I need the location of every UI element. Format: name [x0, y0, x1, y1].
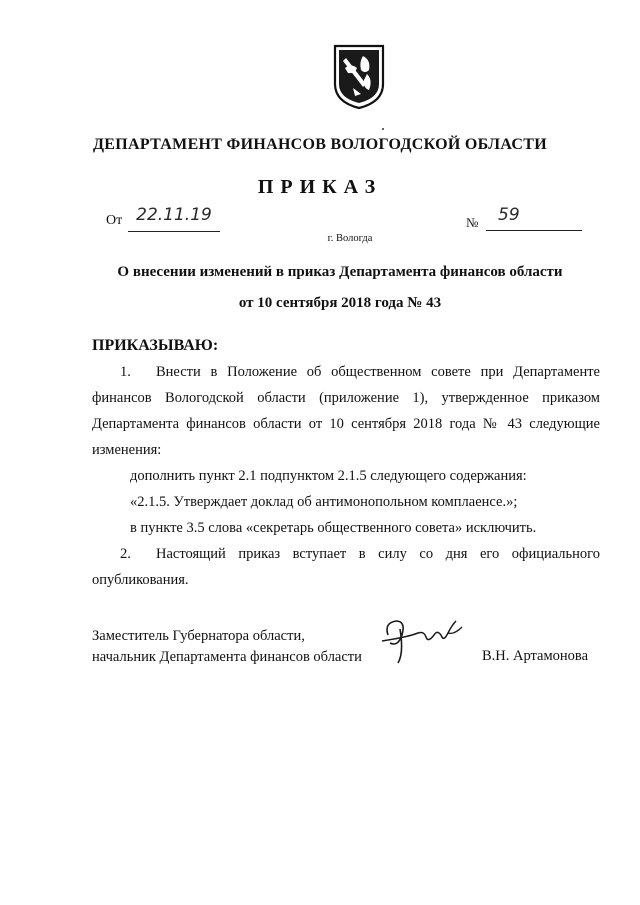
subject-line-1: О внесении изменений в приказ Департамента финансов области [117, 264, 563, 280]
organization-title: ДЕПАРТАМЕНТ ФИНАНСОВ ВОЛОГОДСКОЙ ОБЛАСТИ [92, 136, 548, 153]
item-number: 2. [120, 546, 131, 562]
date-label: От [106, 213, 123, 228]
date-value: 22.11.19 [128, 205, 220, 232]
amendment-2: «2.1.5. Утверждает доклад об антимонопольном комплаенсе.»; [130, 494, 518, 510]
signer-name: В.Н. Артамонова [482, 648, 589, 664]
city-label: г. Вологда [327, 233, 373, 244]
handwritten-signature [378, 613, 466, 665]
scan-speck [382, 128, 384, 130]
number-label: № [466, 215, 479, 230]
item-1-line-1: 1. Внести в Положение об общественном совете при Департаменте [92, 361, 600, 383]
document-type: ПРИКАЗ [257, 176, 383, 198]
item-1-line-3: Департамента финансов области от 10 сентября 2018 года № 43 следующие [92, 416, 600, 432]
item-number: 1. [120, 364, 131, 380]
document-subject [60, 257, 620, 319]
amendment-1: дополнить пункт 2.1 подпунктом 2.1.5 следующего содержания: [130, 468, 527, 484]
directive-heading: ПРИКАЗЫВАЮ: [92, 337, 219, 354]
item-1-line-4: изменения: [92, 442, 162, 458]
item-2-line-1: 2. Настоящий приказ вступает в силу со дня его официального [92, 543, 600, 565]
item-2-line-2: опубликования. [92, 572, 189, 588]
coat-of-arms-emblem [333, 44, 385, 110]
amendment-3: в пункте 3.5 слова «секретарь общественного совета» исключить. [130, 520, 537, 536]
number-value: 59 [486, 205, 582, 231]
signer-position [92, 626, 362, 668]
subject-line-2: от 10 сентября 2018 года № 43 [238, 295, 442, 311]
item-1-line-2: финансов Вологодской области (приложение 1), утвержденное приказом [92, 390, 600, 406]
signer-position-line-1: Заместитель Губернатора области, [92, 628, 305, 644]
signer-position-line-2: начальник Департамента финансов области [92, 649, 362, 665]
